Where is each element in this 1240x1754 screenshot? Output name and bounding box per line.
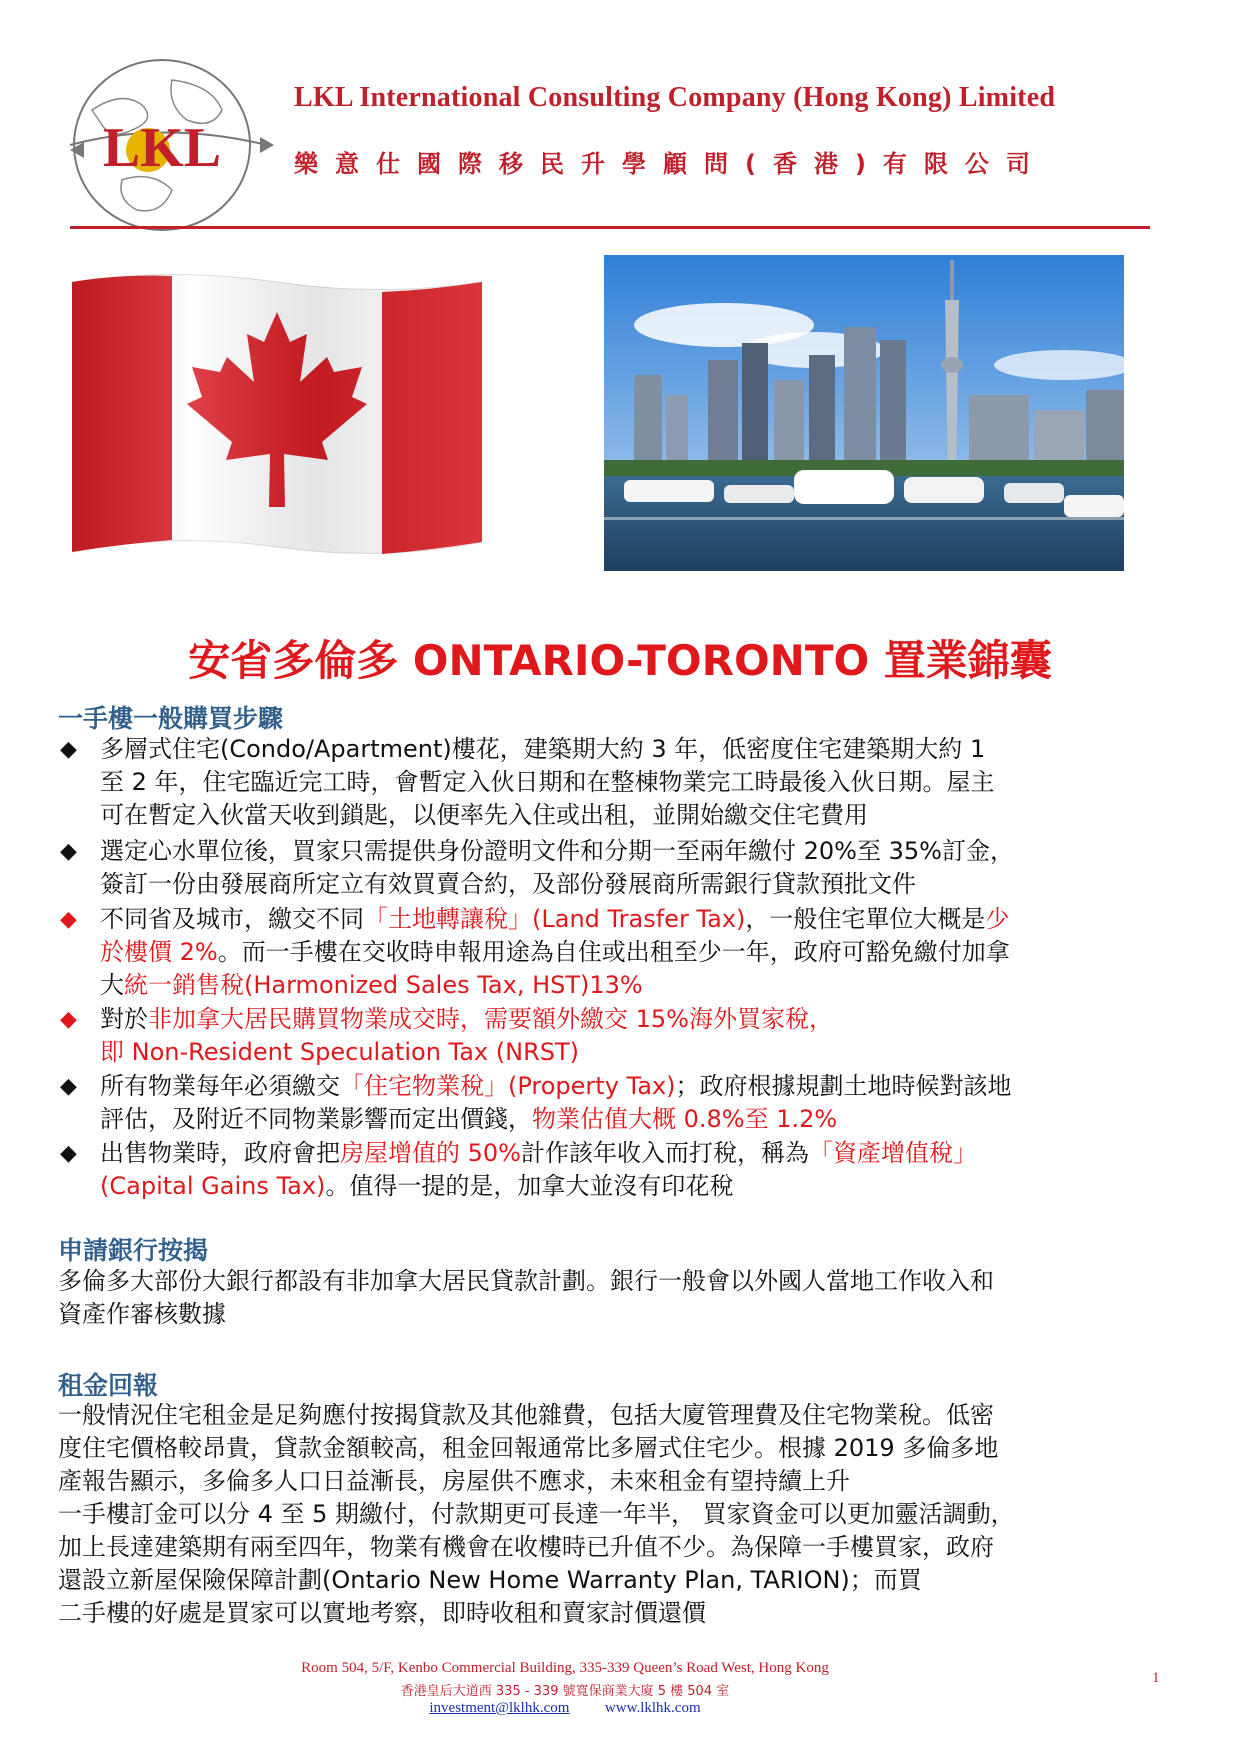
bullet-deposit — [100, 835, 1190, 901]
text-line: 簽訂一份由發展商所定立有效買賣合約，及部份發展商所需銀行貸款預批文件 — [100, 870, 916, 898]
text-span: ，一般住宅單位大概是 — [745, 905, 986, 933]
highlight-span: 房屋增值的 50% — [340, 1139, 521, 1167]
text-line: 一般情況住宅租金是足夠應付按揭貸款及其他雜費，包括大廈管理費及住宅物業稅。低密 — [58, 1401, 994, 1429]
text-line: 多層式住宅(Condo/Apartment)樓花，建築期大約 3 年，低密度住宅建築期大約 1 — [100, 735, 986, 763]
highlight-span: 統一銷售稅(Harmonized Sales Tax, HST)13% — [124, 971, 643, 999]
diamond-bullet-icon: ◆ — [60, 839, 77, 864]
highlight-line: 即 Non-Resident Speculation Tax (NRST) — [100, 1038, 580, 1066]
company-logo — [62, 50, 280, 240]
bullet-condo-construction — [100, 733, 1190, 832]
text-span: 對於 — [100, 1005, 148, 1033]
text-line: 一手樓訂金可以分 4 至 5 期繳付，付款期更可長達一年半， 買家資金可以更加靈活調動， — [58, 1500, 1015, 1528]
paragraph-rental-return — [58, 1399, 1188, 1630]
canada-flag-image — [72, 272, 482, 562]
text-span: 不同省及城市，繳交不同 — [100, 905, 364, 933]
diamond-bullet-icon: ◆ — [60, 1007, 77, 1032]
bullet-capital-gains-tax — [100, 1137, 1190, 1203]
paragraph-mortgage — [58, 1265, 1188, 1331]
text-span: 。值得一提的是，加拿大並沒有印花稅 — [325, 1172, 734, 1200]
section-heading-rental-return: 租金回報 — [58, 1371, 159, 1400]
section-heading-purchase-steps: 一手樓一般購買步驟 — [58, 704, 284, 733]
footer-address-english: Room 504, 5/F, Kenbo Commercial Building, 335-339 Queen’s Road West, Hong Kong — [301, 1660, 829, 1676]
text-line: 多倫多大部份大銀行都設有非加拿大居民貸款計劃。銀行一般會以外國人當地工作收入和 — [58, 1267, 994, 1295]
section-heading-mortgage: 申請銀行按揭 — [58, 1236, 209, 1265]
text-line: 度住宅價格較昂貴，貸款金額較高，租金回報通常比多層式住宅少。根據 2019 多倫多地 — [58, 1434, 999, 1462]
diamond-bullet-icon: ◆ — [60, 1074, 77, 1099]
text-span: 出售物業時，政府會把 — [100, 1139, 340, 1167]
highlight-span: 物業估值大概 0.8%至 1.2% — [532, 1105, 838, 1133]
diamond-bullet-icon: ◆ — [60, 907, 77, 932]
bullet-property-tax — [100, 1070, 1190, 1136]
text-line: 至 2 年，住宅臨近完工時，會暫定入伙日期和在整棟物業完工時最後入伙日期。屋主 — [100, 768, 995, 796]
highlight-span: 「住宅物業稅」(Property Tax) — [340, 1072, 676, 1100]
text-span: 計作該年收入而打稅，稱為 — [520, 1139, 809, 1167]
diamond-bullet-icon: ◆ — [60, 1141, 77, 1166]
text-line: 二手樓的好處是買家可以實地考察，即時收租和賣家討價還價 — [58, 1599, 706, 1627]
logo-lettering: LKL — [102, 117, 222, 179]
text-span: 評估，及附近不同物業影響而定出價錢， — [100, 1105, 532, 1133]
diamond-bullet-icon: ◆ — [60, 737, 77, 762]
footer-website-link[interactable]: www.lklhk.com — [604, 1700, 701, 1716]
text-line: 可在暫定入伙當天收到鎖匙，以便率先入住或出租，並開始繳交住宅費用 — [100, 801, 868, 829]
bullet-nrst — [100, 1003, 1190, 1069]
highlight-span: 非加拿大居民購買物業成交時，需要額外繳交 15%海外買家稅， — [148, 1005, 833, 1033]
text-span: 所有物業每年必須繳交 — [100, 1072, 340, 1100]
bullet-land-transfer-tax — [100, 903, 1190, 1002]
page-number: 1 — [1152, 1670, 1160, 1686]
highlight-span: (Capital Gains Tax) — [100, 1172, 326, 1200]
highlight-span: 少 — [985, 905, 1010, 933]
text-span: 。而一手樓在交收時申報用途為自住或出租至少一年，政府可豁免繳付加拿 — [217, 938, 1010, 966]
text-line: 產報告顯示，多倫多人口日益漸長，房屋供不應求，未來租金有望持續上升 — [58, 1467, 850, 1495]
footer-contacts — [0, 1700, 1130, 1717]
text-span: ；政府根據規劃土地時候對該地 — [675, 1072, 1012, 1100]
toronto-harbour-photo — [604, 255, 1124, 571]
header-divider — [70, 226, 1150, 229]
company-name-chinese: 樂意仕國際移民升學顧問(香港)有限公司 — [294, 150, 1047, 178]
highlight-span: 「資產增值稅」 — [808, 1139, 977, 1167]
text-line: 選定心水單位後，買家只需提供身份證明文件和分期一至兩年繳付 20%至 35%訂金， — [100, 837, 1014, 865]
footer-address-chinese: 香港皇后大道西 335 - 339 號寬保商業大廈 5 樓 504 室 — [400, 1684, 730, 1699]
company-name-english: LKL International Consulting Company (Hong Kong) Limited — [294, 82, 1056, 113]
text-line: 加上長達建築期有兩至四年，物業有機會在收樓時已升值不少。為保障一手樓買家，政府 — [58, 1533, 994, 1561]
text-line: 還設立新屋保險保障計劃(Ontario New Home Warranty Plan, TARION)；而買 — [58, 1566, 922, 1594]
document-title: 安省多倫多 ONTARIO-TORONTO 置業錦囊 — [188, 636, 1052, 685]
highlight-span: 「土地轉讓稅」(Land Trasfer Tax) — [364, 905, 746, 933]
highlight-span: 於樓價 2% — [100, 938, 218, 966]
text-line: 資產作審核數據 — [58, 1300, 226, 1328]
text-span: 大 — [100, 971, 124, 999]
footer-email-link[interactable]: investment@lklhk.com — [429, 1700, 570, 1716]
